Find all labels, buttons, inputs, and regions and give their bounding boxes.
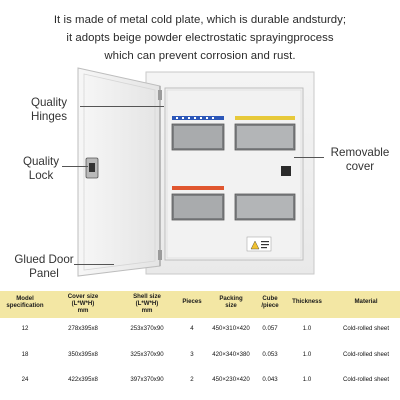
header-model: Model specification: [6, 295, 44, 309]
cell-shell-size: 397x370x90: [130, 376, 164, 383]
table-row: [0, 376, 400, 390]
callout-cover-line-2: cover: [345, 160, 375, 173]
header-cube: Cube /piece: [261, 295, 279, 309]
knockout-square: [281, 166, 291, 176]
breaker-label-yellow: [235, 116, 295, 120]
breaker-label-red: [172, 186, 224, 190]
cell-thickness: 1.0: [302, 376, 312, 383]
callout-door-panel: [12, 253, 76, 281]
cell-model: 12: [21, 325, 29, 332]
cell-thickness: 1.0: [302, 351, 312, 358]
callout-lock: [20, 155, 62, 183]
callout-cover: [324, 146, 396, 174]
callout-hinges-line-1: Quality: [30, 96, 68, 109]
cell-cube: 0.043: [262, 376, 278, 383]
callout-door-line-1: Glued Door: [14, 253, 74, 266]
hinge-top: [158, 90, 162, 100]
leader-cover: [294, 157, 324, 158]
cell-thickness: 1.0: [302, 325, 312, 332]
callout-lock-line-2: Lock: [28, 169, 54, 182]
cell-shell-size: 253x370x90: [130, 325, 164, 332]
cell-cube: 0.057: [262, 325, 278, 332]
breaker-label-blue: [172, 116, 224, 120]
hinge-bottom: [158, 250, 162, 260]
cell-model: 24: [21, 376, 29, 383]
cell-packing-size: 450×230×420: [212, 376, 250, 383]
header-thickness: Thickness: [292, 298, 322, 305]
cell-model: 18: [21, 351, 29, 358]
callout-lock-line-1: Quality: [22, 155, 60, 168]
callout-door-line-2: Panel: [29, 267, 59, 280]
header-packing-size: Packing size: [219, 295, 243, 309]
callout-hinges-line-2: Hinges: [30, 110, 68, 123]
table-row: [0, 351, 400, 365]
cell-pieces: 4: [190, 325, 194, 332]
cell-cover-size: 278x395x8: [68, 325, 98, 332]
header-pieces: Pieces: [182, 298, 202, 305]
caption-line-3: which can prevent corrosion and rust.: [104, 50, 296, 62]
caption-line-2: it adopts beige powder electrostatic sprayingprocess: [66, 32, 334, 44]
caption-line-1: It is made of metal cold plate, which is durable andsturdy;: [53, 14, 347, 26]
cell-pieces: 3: [190, 351, 194, 358]
table-row: [0, 325, 400, 339]
cell-pieces: 2: [190, 376, 194, 383]
header-cover-size: Cover size (L*W*H) mm: [67, 293, 99, 314]
cell-cube: 0.053: [262, 351, 278, 358]
cell-material: Cold-rolled sheet: [342, 351, 390, 358]
cell-cover-size: 422x395x8: [68, 376, 98, 383]
leader-lock: [62, 166, 88, 167]
cell-packing-size: 420×340×380: [212, 351, 250, 358]
cell-cover-size: 350x395x8: [68, 351, 98, 358]
header-material: Material: [354, 298, 378, 305]
callout-cover-line-1: Removable: [330, 146, 390, 159]
cell-packing-size: 450×310×420: [212, 325, 250, 332]
cell-shell-size: 325x370x90: [130, 351, 164, 358]
leader-door-panel: [74, 264, 114, 265]
header-shell-size: Shell size (L*W*H) mm: [133, 293, 161, 314]
callout-hinges: [22, 96, 76, 124]
cell-material: Cold-rolled sheet: [342, 376, 390, 383]
leader-hinges: [80, 106, 164, 107]
cell-material: Cold-rolled sheet: [342, 325, 390, 332]
table-header-row: [0, 291, 400, 318]
